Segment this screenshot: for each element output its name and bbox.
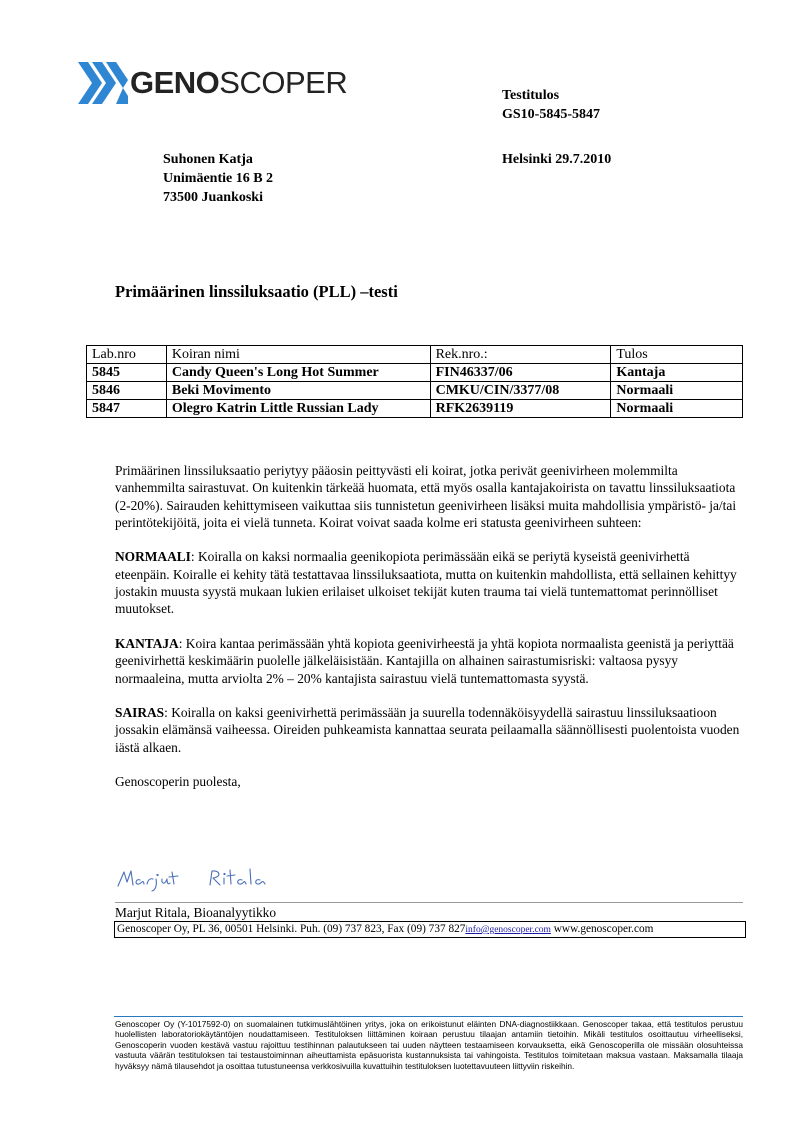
- normaali-paragraph: [115, 548, 745, 617]
- table-cell-lab-nro: 5847: [87, 400, 167, 418]
- table-header-cell: Koiran nimi: [166, 346, 430, 364]
- recipient-city: 73500 Juankoski: [163, 190, 263, 205]
- handwritten-signature: [116, 864, 286, 894]
- contact-email-link[interactable]: info@genoscoper.com: [465, 925, 551, 935]
- recipient-street: Unimäentie 16 B 2: [163, 171, 274, 186]
- company-logo: [78, 60, 348, 106]
- table-cell-reg-nro: RFK2639119: [430, 400, 611, 418]
- table-cell-dog-name: Candy Queen's Long Hot Summer: [166, 364, 430, 382]
- table-cell-lab-nro: 5845: [87, 364, 167, 382]
- place-date: Helsinki 29.7.2010: [502, 152, 612, 167]
- logo-wordmark-regular: SCOPER: [219, 65, 348, 100]
- sairas-paragraph: [115, 704, 745, 756]
- kantaja-paragraph: [115, 635, 745, 687]
- intro-paragraph: Primäärinen linssiluksaatio periytyy pääosin peittyvästi eli koirat, jotka perivät geenivirheen molemmilta vanhemmilta sairastuvat. On kuitenkin tärkeää huomata, että myös osalla kantajakoirista on tavattu linssiluksaatiota (2-20%). Sairauden kehittymiseen vaikuttaa siis tunnistetun geenivirheen lisäksi muita mahdollisia ympäristö- ja/tai perintötekijöitä, joita ei vielä tunneta. Koirat voivat saada kolme eri statusta geenivirheen suhteen:: [115, 463, 737, 530]
- table-header-row: [87, 346, 743, 364]
- table-header-cell: Lab.nro: [87, 346, 167, 364]
- table-header-cell: Tulos: [611, 346, 743, 364]
- table-cell-dog-name: Olegro Katrin Little Russian Lady: [166, 400, 430, 418]
- footer-divider: [114, 1016, 743, 1017]
- test-result-reference: [502, 86, 600, 124]
- table-cell-dog-name: Beki Movimento: [166, 382, 430, 400]
- contact-address: Genoscoper Oy, PL 36, 00501 Helsinki. Puh. (09) 737 823, Fax (09) 737 827: [117, 923, 466, 935]
- table-cell-result: Kantaja: [611, 364, 743, 382]
- sairas-text: : Koiralla on kaksi geenivirhettä perimässään ja suurella todennäköisyydellä sairastuu linssiluksaatioon jossakin elämänsä vaiheessa. Oireiden puhkeamista kannattaa seurata peilaamalla säännöllisesti puolentoista vuoden iästä alkaen.: [115, 705, 740, 755]
- results-table: [86, 345, 743, 418]
- sairas-term: SAIRAS: [115, 705, 165, 721]
- contact-info: [114, 921, 746, 938]
- table-header-cell: Rek.nro.:: [430, 346, 611, 364]
- recipient-address: [163, 150, 273, 207]
- logo-wordmark: [130, 66, 347, 100]
- table-row: [87, 400, 743, 418]
- closing-line: Genoscoperin puolesta,: [115, 774, 241, 790]
- recipient-name: Suhonen Katja: [163, 152, 253, 167]
- kantaja-term: KANTAJA: [115, 635, 179, 651]
- document-title: Primäärinen linssiluksaatio (PLL) –testi: [115, 282, 398, 301]
- legal-disclaimer: Genoscoper Oy (Y-1017592-0) on suomalainen tutkimuslähtöinen yritys, joka on erikoistunut eläinten DNA-diagnostiikkaan. Genoscoper takaa, että testitulos perustuu huolellisten laboratoriokäytäntöjen noudattamiseen. Testituloksen liittäminen koiraan perustuu tilaajan antamiin tietoihin. Mikäli testitulos osoittautuu virheelliseksi, Genoscoperin vuoden kestävä vastuu rajoittuu testihinnan palautukseen tai uuden näytteen testaamiseen korvauksetta, eikä Genoscoperilla ole missään olosuhteissa vastuuta väärän testituloksen tai testaustoiminnan aiheuttamista epäsuorista kustannuksista tai vahingoista. Testitulos toimitetaan maksua vastaan. Maksamalla tilaaja hyväksyy nämä tilausehdot ja osoittaa tutustuneensa verkkosivuilla kuvattuihin testituloksen luotettavuuteen liittyviin riskeihin.: [115, 1019, 743, 1071]
- logo-wordmark-bold: GENO: [130, 65, 220, 100]
- normaali-text: : Koiralla on kaksi normaalia geenikopiota perimässään eikä se periytä kyseistä geenivirhettä eteenpäin. Koiralle ei kehity tätä testattavaa linssiluksaatiota, mutta on kuitenkin mahdollista, että sellainen kehittyy jostakin muusta syystä mukaan lukien erilaiset ulkoiset tekijät kuten trauma tai vielä tuntemattomat perinnölliset muutokset.: [115, 549, 737, 617]
- contact-website[interactable]: www.genoscoper.com: [550, 923, 654, 935]
- signer-name-title: Marjut Ritala, Bioanalyytikko: [115, 905, 277, 920]
- genoscoper-mark-icon: [78, 60, 128, 106]
- table-row: [87, 382, 743, 400]
- table-cell-lab-nro: 5846: [87, 382, 167, 400]
- kantaja-text: : Koira kantaa perimässään yhtä kopiota geenivirheestä ja yhtä kopiota normaalista geenistä ja periyttää geenivirhettä keskimäärin puolelle jälkeläisistään. Kantajilla on alhainen sairastumisriski: valtaosa pysyy normaaleina, mutta arviolta 2% – 20% kantajista sairastuu vielä tuntemattomasta syystä.: [115, 635, 734, 686]
- table-cell-reg-nro: CMKU/CIN/3377/08: [430, 382, 611, 400]
- test-result-heading: Testitulos: [502, 88, 560, 103]
- table-cell-result: Normaali: [611, 400, 743, 418]
- table-row: [87, 364, 743, 382]
- table-cell-reg-nro: FIN46337/06: [430, 364, 611, 382]
- signature-divider: [115, 902, 743, 903]
- test-result-id: GS10-5845-5847: [502, 107, 600, 122]
- normaali-term: NORMAALI: [115, 549, 191, 565]
- table-cell-result: Normaali: [611, 382, 743, 400]
- body-text: [115, 462, 745, 808]
